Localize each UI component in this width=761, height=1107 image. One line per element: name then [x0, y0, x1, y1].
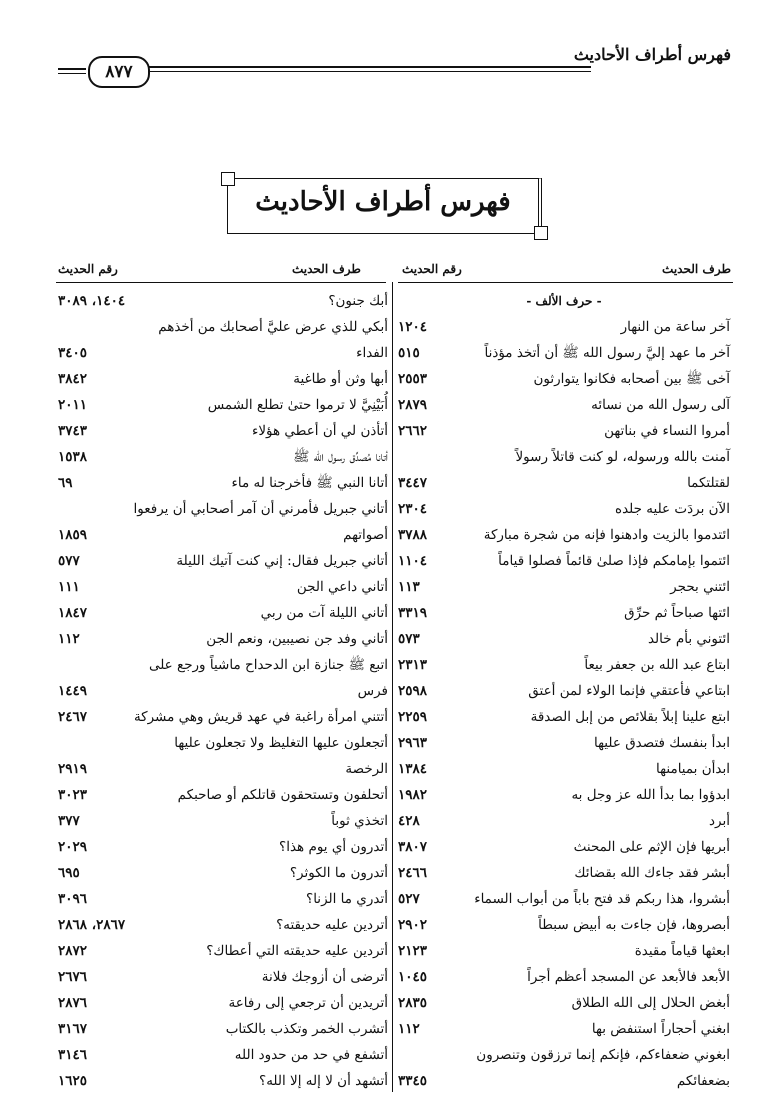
- hadith-text: أتاني الليلة آت من ربي: [260, 605, 388, 621]
- main-title-box: [227, 178, 542, 234]
- left-number-header: رقم الحديث: [58, 262, 118, 276]
- hadith-number: ١٨٥٩: [58, 527, 88, 543]
- index-entry: [58, 652, 388, 678]
- hadith-number: ٢٥٥٣: [398, 371, 428, 387]
- hadith-number: ٢٨٧٦: [58, 995, 88, 1011]
- index-entry: [398, 392, 730, 418]
- index-entry: [398, 834, 730, 860]
- hadith-text: بضعفائكم: [676, 1073, 730, 1089]
- hadith-number: ١١٠٤: [398, 553, 428, 569]
- hadith-number: ٢٠١١: [58, 397, 88, 413]
- index-entry: [58, 704, 388, 730]
- index-entry: [58, 756, 388, 782]
- index-entry: [58, 548, 388, 574]
- hadith-number: ٤٢٨: [398, 813, 420, 829]
- main-title-frame: [217, 178, 552, 234]
- column-divider: [392, 282, 393, 1092]
- hadith-text: أتدرون ما الكوثر؟: [289, 865, 388, 881]
- right-index-column: [398, 288, 730, 1094]
- hadith-number: ١١٢: [58, 631, 80, 647]
- index-entry: [58, 600, 388, 626]
- hadith-number: ٣٣٤٥: [398, 1073, 428, 1089]
- hadith-text: فرس: [357, 683, 388, 699]
- hadith-text: آخر ساعة من النهار: [620, 319, 730, 335]
- hadith-text: أتجعلون عليها التغليظ ولا تجعلون عليها: [174, 735, 388, 751]
- hadith-number: ٢٩٦٣: [398, 735, 428, 751]
- hadith-text: الرخصة: [345, 761, 388, 777]
- hadith-number: ٣٨٤٢: [58, 371, 88, 387]
- hadith-number: ٣٠٩٦: [58, 891, 88, 907]
- index-entry: [398, 600, 730, 626]
- hadith-text: أبريها فإن الإثم على المحنث: [573, 839, 730, 855]
- index-entry: [58, 418, 388, 444]
- left-hadith-header: طرف الحديث: [292, 262, 361, 276]
- right-hadith-header: طرف الحديث: [662, 262, 731, 276]
- index-entry: [398, 574, 730, 600]
- hadith-text: أصواتهم: [343, 527, 388, 543]
- hadith-number: ٢٣٠٤: [398, 501, 428, 517]
- hadith-text: آلى رسول الله من نسائه: [591, 397, 730, 413]
- hadith-number: ٣١٦٧: [58, 1021, 88, 1037]
- index-entry: [58, 808, 388, 834]
- hadith-text: أترضى أن أزوجك فلانة: [261, 969, 388, 985]
- index-entry: [58, 444, 388, 470]
- index-entry: [398, 340, 730, 366]
- hadith-text: أتاني جبريل فأمرني أن آمر أصحابي أن يرفعوا: [133, 501, 388, 517]
- index-entry: [398, 808, 730, 834]
- hadith-text: اتبع ﷺ جنازة ابن الدحداح ماشياً ورجع على: [148, 657, 388, 673]
- hadith-number: ١٢٠٤: [398, 319, 428, 335]
- frame-corner-ornament: [221, 172, 235, 186]
- hadith-number: ١٥٣٨: [58, 449, 88, 465]
- hadith-text: أبها وثن أو طاغية: [293, 371, 388, 387]
- hadith-text: أتدرون أي يوم هذا؟: [279, 839, 388, 855]
- hadith-text: أتحلفون وتستحقون قاتلكم أو صاحبكم: [177, 787, 388, 803]
- hadith-number: ٢٦٧٦: [58, 969, 88, 985]
- hadith-text: آخر ما عهد إليَّ رسول الله ﷺ أن أتخذ مؤذناً: [484, 345, 730, 361]
- hadith-text: ابتع علينا إبلاً بقلائص من إبل الصدقة: [530, 709, 730, 725]
- hadith-number: ٣٧٨٨: [398, 527, 428, 543]
- hadith-text: لقتلتكما: [687, 475, 730, 491]
- hadith-text: أتريدين أن ترجعي إلى رفاعة: [228, 995, 388, 1011]
- index-entry: [58, 938, 388, 964]
- hadith-number: ٣٣١٩: [398, 605, 428, 621]
- index-entry: [398, 912, 730, 938]
- hadith-number: ٢٦٦٢: [398, 423, 428, 439]
- hadith-text: الفداء: [356, 345, 388, 361]
- hadith-number: ١١٣: [398, 579, 420, 595]
- index-entry: [58, 860, 388, 886]
- hadith-number: ٣١٤٦: [58, 1047, 88, 1063]
- right-header-underline: [398, 282, 733, 283]
- header-rule-left: [58, 68, 86, 74]
- hadith-text: أتشفع في حد من حدود الله: [234, 1047, 388, 1063]
- hadith-number: ١٤٠٤، ٣٠٨٩: [58, 293, 126, 309]
- hadith-text: ابتاعي فأعتقي فإنما الولاء لمن أعتق: [528, 683, 730, 699]
- index-entry: [58, 574, 388, 600]
- hadith-text: ابدأ بنفسك فتصدق عليها: [593, 735, 730, 751]
- hadith-text: أبرد: [709, 813, 730, 829]
- hadith-text: أتانا النبي ﷺ فأخرجنا له ماء: [231, 475, 388, 491]
- hadith-number: ١٩٨٢: [398, 787, 428, 803]
- hadith-number: ٣٧٤٣: [58, 423, 88, 439]
- hadith-number: ١١١: [58, 579, 80, 595]
- hadith-number: ١٨٤٧: [58, 605, 88, 621]
- hadith-number: ٦٩: [58, 475, 73, 491]
- index-entry: [398, 782, 730, 808]
- hadith-number: ٢٨٣٥: [398, 995, 428, 1011]
- hadith-text: ائتوني بأم خالد: [647, 631, 730, 647]
- index-entry: [398, 678, 730, 704]
- hadith-number: ٢٩٠٢: [398, 917, 428, 933]
- index-entry: [58, 392, 388, 418]
- index-entry: [398, 990, 730, 1016]
- index-entry: [398, 418, 730, 444]
- hadith-text: ابدؤوا بما بدأ الله عز وجل به: [571, 787, 730, 803]
- index-entry: [398, 366, 730, 392]
- hadith-text: أبكي للذي عرض عليَّ أصحابك من أخذهم: [158, 319, 388, 335]
- hadith-text: - حرف الألف -: [526, 294, 602, 308]
- frame-corner-ornament: [534, 226, 548, 240]
- index-entry: [398, 496, 730, 522]
- index-entry: [398, 1068, 730, 1094]
- hadith-number: ٢١٢٣: [398, 943, 428, 959]
- hadith-number: ٥٢٧: [398, 891, 420, 907]
- index-entry: [398, 730, 730, 756]
- hadith-text: أتردين عليه حديقته؟: [276, 917, 388, 933]
- index-entry: [58, 1016, 388, 1042]
- hadith-number: ٥١٥: [398, 345, 420, 361]
- index-entry: [398, 548, 730, 574]
- hadith-number: ٢٩١٩: [58, 761, 88, 777]
- hadith-text: أتتني امرأة راغبة في عهد قريش وهي مشركة: [133, 709, 388, 725]
- hadith-text: ائتدموا بالزيت وادهنوا فإنه من شجرة مباركة: [483, 527, 730, 543]
- header-rule: [148, 66, 591, 72]
- index-entry: [398, 444, 730, 470]
- hadith-text: ابعثها قياماً مقيدة: [634, 943, 730, 959]
- index-entry: [58, 314, 388, 340]
- hadith-text: أمروا النساء في بناتهن: [604, 423, 730, 439]
- main-title: فهرس أطراف الأحاديث: [255, 187, 511, 217]
- index-entry: [398, 626, 730, 652]
- hadith-text: الآن بردَت عليه جلده: [615, 501, 730, 517]
- hadith-number: ٥٧٧: [58, 553, 80, 569]
- hadith-number: ٢٨٧٢: [58, 943, 88, 959]
- hadith-number: ٣٨٠٧: [398, 839, 428, 855]
- hadith-text: أبشر فقد جاءك الله بقضائك: [574, 865, 730, 881]
- index-entry: [398, 756, 730, 782]
- hadith-text: أبغض الحلال إلى الله الطلاق: [571, 995, 730, 1011]
- hadith-number: ٣٤٤٧: [398, 475, 428, 491]
- hadith-number: ٢٥٩٨: [398, 683, 428, 699]
- index-entry: [398, 704, 730, 730]
- hadith-text: آمنت بالله ورسوله، لو كنت قاتلاً رسولاً: [515, 449, 730, 465]
- hadith-text: أتدري ما الزنا؟: [306, 891, 388, 907]
- hadith-number: ٢٨٦٧، ٢٨٦٨: [58, 917, 126, 933]
- index-entry: [58, 366, 388, 392]
- hadith-text: اتخذي ثوباً: [331, 813, 388, 829]
- index-entry: [58, 964, 388, 990]
- running-header-title: فهرس أطراف الأحاديث: [573, 45, 731, 64]
- right-number-header: رقم الحديث: [402, 262, 462, 276]
- hadith-text: آخى ﷺ بين أصحابه فكانوا يتوارثون: [533, 371, 730, 387]
- hadith-text: أتاني وفد جن نصيبين، ونعم الجن: [206, 631, 388, 647]
- hadith-text: أتأذن لي أن أعطي هؤلاء: [251, 423, 388, 439]
- page-number: ٨٧٧: [88, 56, 150, 88]
- hadith-number: ٢٨٧٩: [398, 397, 428, 413]
- index-entry: [398, 522, 730, 548]
- index-entry: [58, 782, 388, 808]
- index-entry: [58, 496, 388, 522]
- hadith-text: ابغني أحجاراً استنفض بها: [591, 1021, 730, 1037]
- hadith-text: أتردين عليه حديقته التي أعطاك؟: [206, 943, 388, 959]
- index-entry: [58, 1042, 388, 1068]
- hadith-number: ١٠٤٥: [398, 969, 428, 985]
- index-entry: [58, 1068, 388, 1094]
- hadith-number: ١٣٨٤: [398, 761, 428, 777]
- index-entry: [398, 314, 730, 340]
- index-entry: [58, 470, 388, 496]
- hadith-text: ائتموا بإمامكم فإذا صلىٰ قائماً فصلوا قياماً: [498, 553, 730, 569]
- hadith-number: ٢٤٦٧: [58, 709, 88, 725]
- hadith-text: أتشهد أن لا إله إلا الله؟: [259, 1073, 388, 1089]
- hadith-text: أتاني داعي الجن: [296, 579, 388, 595]
- hadith-text: أُبَيْنِيَّ لا ترموا حتىٰ تطلع الشمس: [207, 397, 388, 413]
- index-entry: [398, 470, 730, 496]
- index-entry: [398, 652, 730, 678]
- hadith-text: أبك جنون؟: [328, 293, 388, 309]
- index-entry: [58, 834, 388, 860]
- index-entry: [398, 1016, 730, 1042]
- index-entry: [398, 860, 730, 886]
- left-index-column: [58, 288, 388, 1094]
- hadith-number: ٢٢٥٩: [398, 709, 428, 725]
- index-entry: [398, 938, 730, 964]
- index-entry: [58, 912, 388, 938]
- index-entry: [58, 886, 388, 912]
- index-entry: [58, 730, 388, 756]
- index-entry: [398, 964, 730, 990]
- hadith-number: ١٦٢٥: [58, 1073, 88, 1089]
- section-heading: [398, 288, 730, 314]
- hadith-number: ١١٢: [398, 1021, 420, 1037]
- hadith-number: ٣٧٧: [58, 813, 80, 829]
- index-entry: [58, 678, 388, 704]
- hadith-text: ائتني بحجر: [670, 579, 730, 595]
- hadith-number: ٢٣١٣: [398, 657, 428, 673]
- index-entry: [58, 626, 388, 652]
- hadith-text: أبشروا، هذا ربكم قد فتح باباً من أبواب السماء: [474, 891, 730, 907]
- hadith-number: ٢٠٢٩: [58, 839, 88, 855]
- hadith-text: ابتاع عبد الله بن جعفر بيعاً: [584, 657, 730, 673]
- hadith-number: ٣٤٠٥: [58, 345, 88, 361]
- index-entry: [398, 1042, 730, 1068]
- hadith-number: ٦٩٥: [58, 865, 80, 881]
- index-entry: [398, 886, 730, 912]
- hadith-number: ٢٤٦٦: [398, 865, 428, 881]
- hadith-number: ٥٧٣: [398, 631, 420, 647]
- index-entry: [58, 288, 388, 314]
- index-entry: [58, 522, 388, 548]
- hadith-text: أتاني جبريل فقال: إني كنت آتيك الليلة: [176, 553, 388, 569]
- hadith-text: ابغوني ضعفاءكم، فإنكم إنما ترزقون وتنصرون: [476, 1047, 730, 1063]
- hadith-text: ائتها صباحاً ثم حرِّق: [624, 605, 730, 621]
- hadith-text: ابدأن بميامنها: [656, 761, 730, 777]
- index-entry: [58, 990, 388, 1016]
- left-header-underline: [56, 282, 386, 283]
- hadith-text: أتشرب الخمر وتكذب بالكتاب: [225, 1021, 388, 1037]
- hadith-text: الأبعد فالأبعد عن المسجد أعظم أجراً: [527, 969, 730, 985]
- index-entry: [58, 340, 388, 366]
- hadith-number: ٣٠٢٣: [58, 787, 88, 803]
- hadith-number: ١٤٤٩: [58, 683, 88, 699]
- hadith-text: أتانا مُصدِّق رسول الله ﷺ: [293, 449, 388, 465]
- hadith-text: أبصروها، فإن جاءت به أبيض سبطاً: [538, 917, 730, 933]
